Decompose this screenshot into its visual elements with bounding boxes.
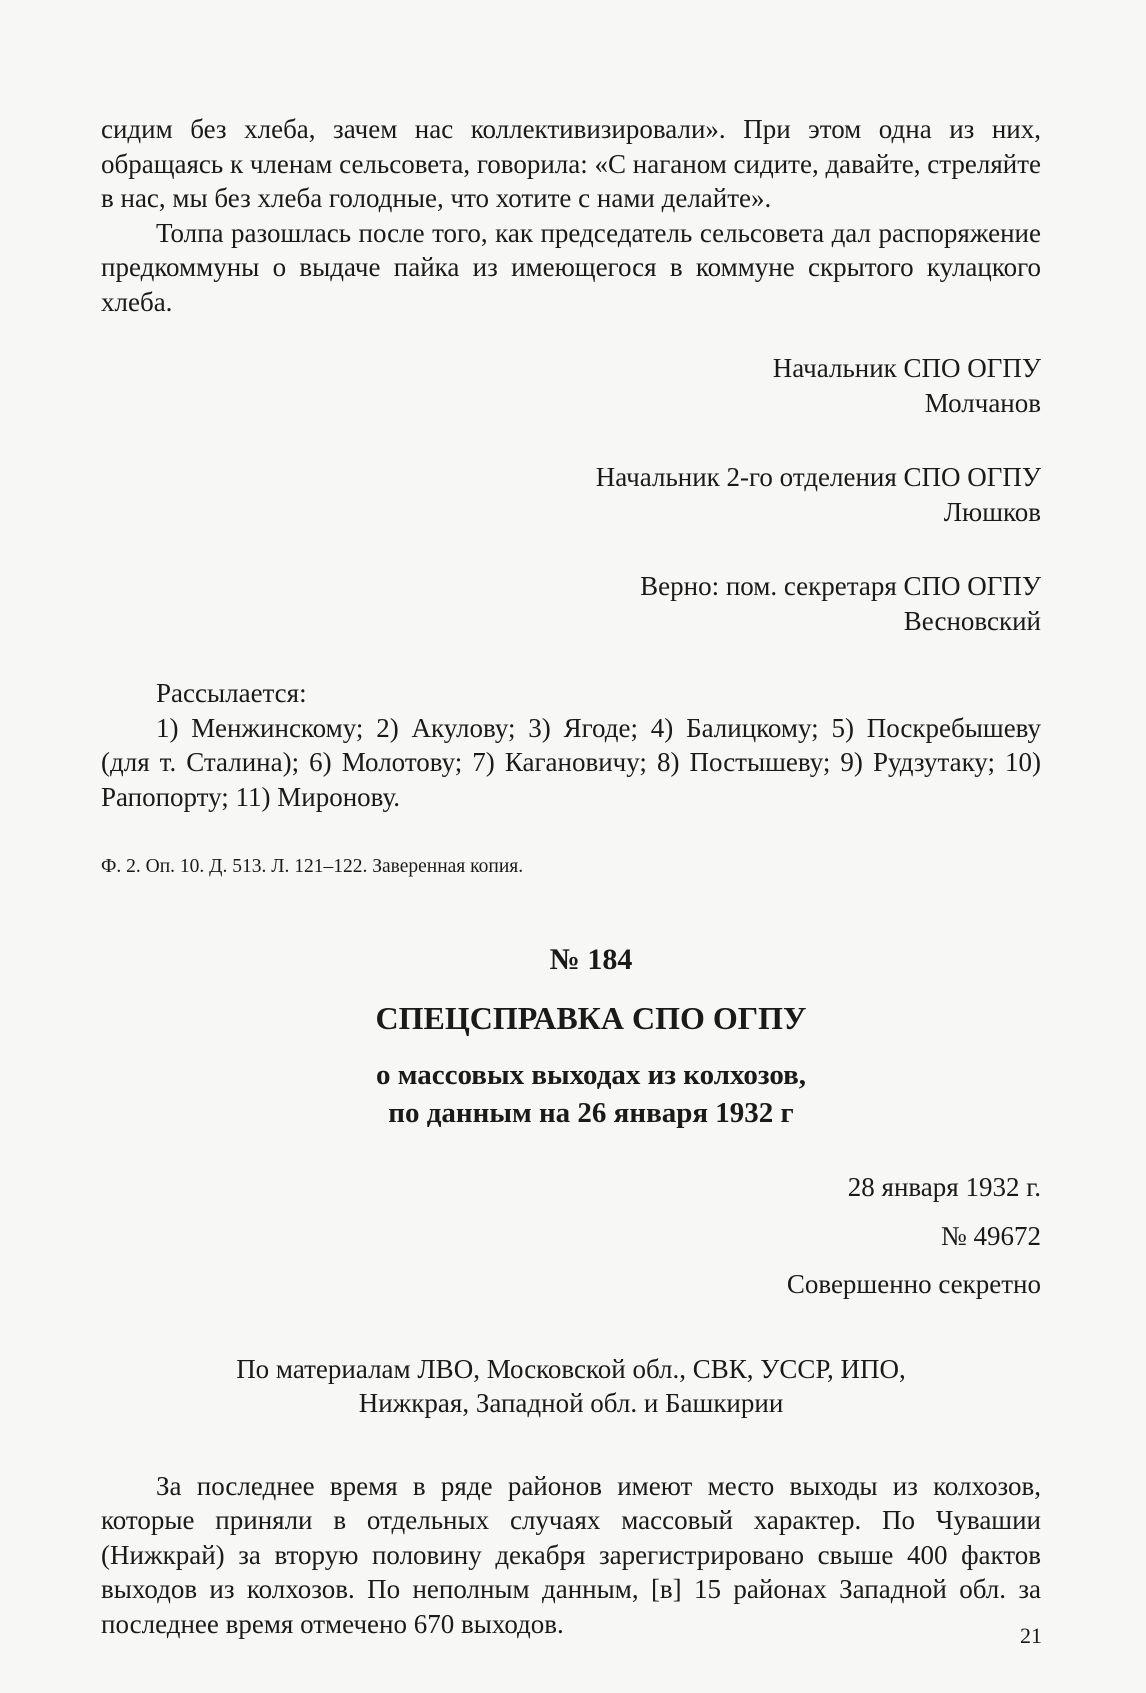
sources-line: Нижкрая, Западной обл. и Башкирии <box>358 1388 784 1418</box>
sources-line: По материалам ЛВО, Московской обл., СВК, УССР, ИПО, <box>236 1353 906 1384</box>
document-registration-number: № 49672 <box>940 1220 1041 1251</box>
signature-name: Молчанов <box>924 387 1041 418</box>
archive-source-reference: Ф. 2. Оп. 10. Д. 513. Л. 121–122. Заверенная копия. <box>101 856 524 877</box>
subtitle-line: по данным на 26 января 1932 г <box>388 1097 794 1129</box>
signature-title: Начальник СПО ОГПУ <box>772 353 1041 383</box>
subtitle-line: о массовых выходах из колхозов, <box>375 1059 807 1091</box>
page-number: 21 <box>1020 1623 1042 1648</box>
signature-lyushkov <box>101 460 1041 529</box>
page-content <box>101 112 1041 1641</box>
document-number: № 184 <box>549 943 633 976</box>
document-title: СПЕЦСПРАВКА СПО ОГПУ <box>375 1000 807 1036</box>
materials-sources <box>101 1352 1041 1421</box>
distribution-list <box>101 676 1041 814</box>
distribution-recipients: 1) Менжинскому; 2) Акулову; 3) Ягоде; 4) Балицкому; 5) Поскребышеву (для т. Сталина); 6) Молотову; 7) Кагановичу; 8) Постышеву; 9) Рудзутаку; 10) Рапопорту; 11) Миронову. <box>101 712 1041 812</box>
continuation-paragraph: сидим без хлеба, зачем нас коллективизировали». При этом одна из них, обращаясь к членам сельсовета, говорила: «С наганом сидите, давайте, стреляйте в нас, мы без хлеба голодные, что хотите с нами делайте». <box>101 114 1041 213</box>
document-subtitle <box>101 1056 1041 1132</box>
crowd-dispersal-paragraph: Толпа разошлась после того, как председатель сельсовета дал распоряжение предкоммуны о выдаче пайка из имеющегося в коммуне скрытого кулацкого хлеба. <box>101 217 1041 317</box>
document-classification: Совершенно секретно <box>786 1269 1041 1299</box>
distribution-heading: Рассылается: <box>156 678 307 708</box>
intro-paragraph: За последнее время в ряде районов имеют место выходы из колхозов, которые приняли в отдельных случаях массовый характер. По Чувашии (Нижкрай) за вторую половину декабря зарегистрировано свыше 400 фактов выходов из колхозов. По неполным данным, [в] 15 районах Западной обл. за последнее время отмечено 670 выходов. <box>101 1470 1041 1639</box>
signature-title: Верно: пом. секретаря СПО ОГПУ <box>640 571 1041 601</box>
signature-vesnovsky <box>101 569 1041 638</box>
signature-name: Люшков <box>943 496 1041 527</box>
signature-name: Весновский <box>903 605 1041 636</box>
signature-title: Начальник 2-го отделения СПО ОГПУ <box>595 462 1041 492</box>
document-date: 28 января 1932 г. <box>847 1172 1041 1202</box>
signature-molchanov <box>101 351 1041 420</box>
